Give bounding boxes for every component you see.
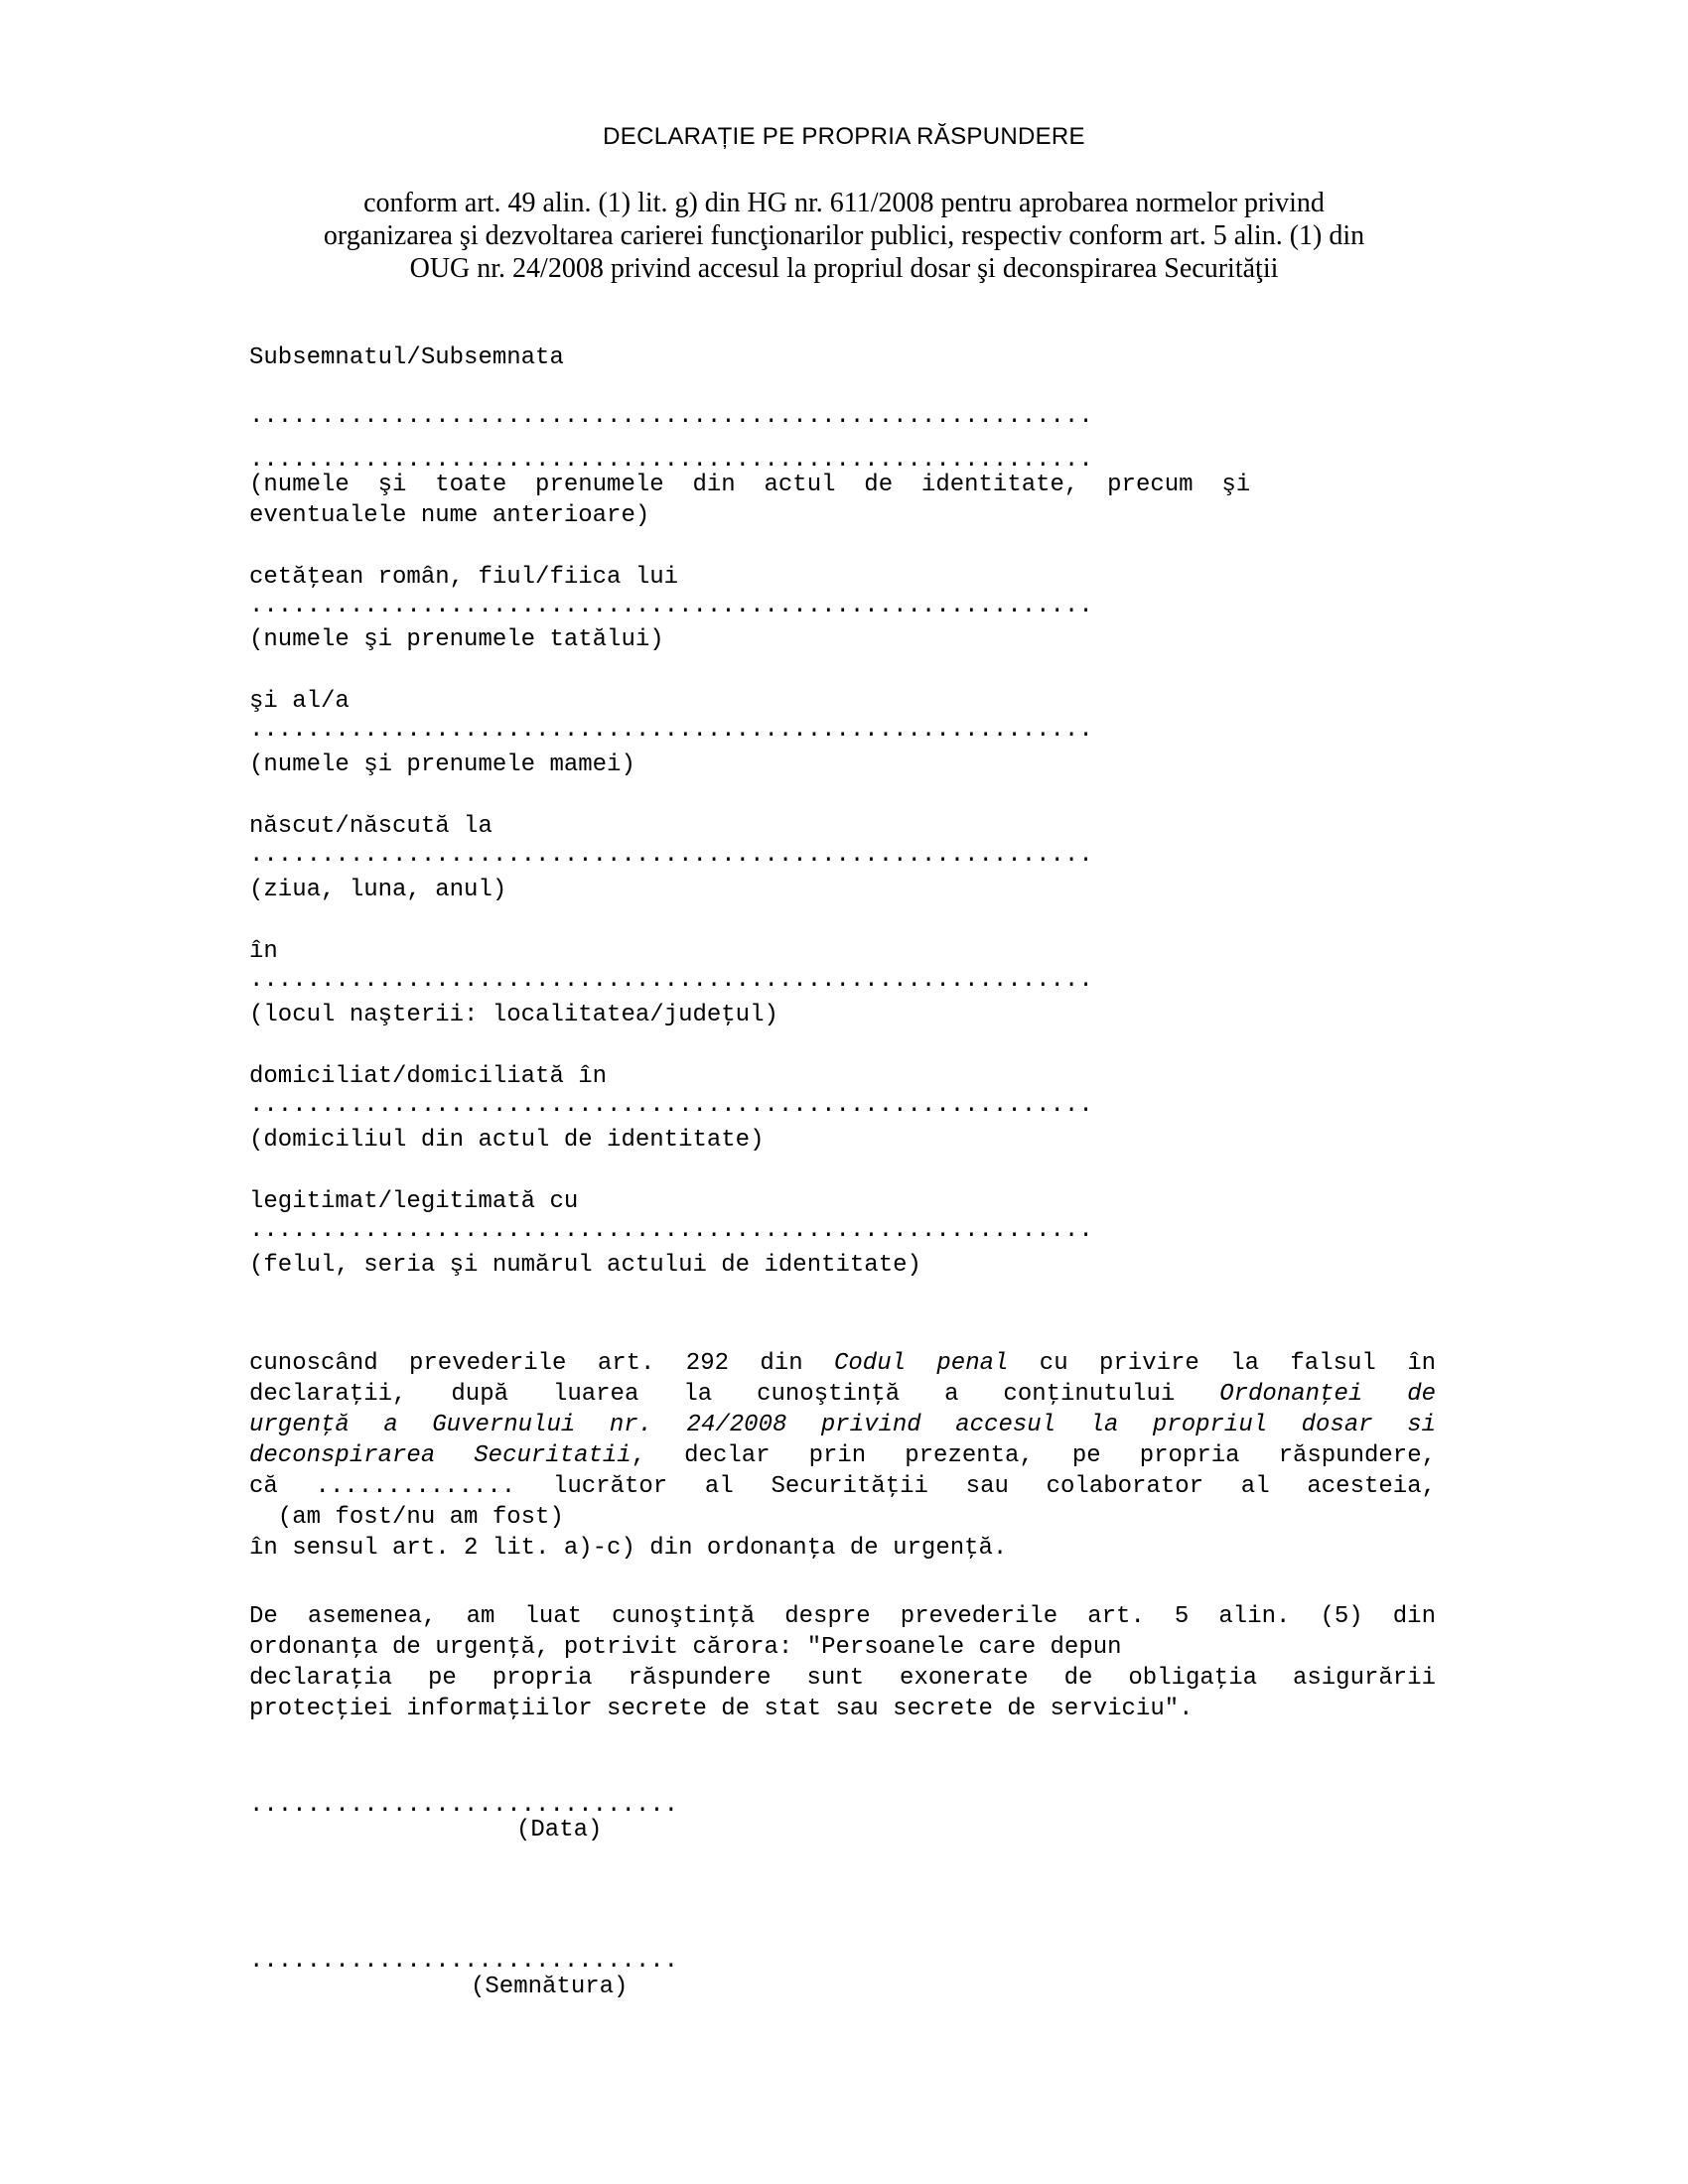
signature-label: (Semnătura): [471, 1974, 629, 2000]
id-doc-hint: (felul, seria şi numărul actului de identitate): [249, 1252, 921, 1279]
birth-place-label: în: [249, 938, 278, 965]
mother-label: şi al/a: [249, 688, 350, 715]
birth-date-hint: (ziua, luna, anul): [249, 877, 507, 903]
name-hint-line-2: eventualele nume anterioare): [249, 502, 650, 529]
birth-date-dots-line[interactable]: ...........................................................: [249, 842, 1093, 869]
id-doc-dots-line[interactable]: ...........................................................: [249, 1217, 1093, 1244]
birth-date-label: născut/născută la: [249, 813, 492, 840]
mother-hint: (numele şi prenumele mamei): [249, 751, 635, 778]
document-title: DECLARAȚIE PE PROPRIA RĂSPUNDERE: [603, 123, 1085, 150]
declaration-status-hint: (am fost/nu am fost): [249, 1504, 564, 1531]
father-hint: (numele şi prenumele tatălui): [249, 626, 664, 653]
declaration-line: urgenţă a Guvernului nr. 24/2008 privind accesul la propriul dosar si: [249, 1412, 1436, 1438]
exoneration-line: protecţiei informaţiilor secrete de stat sau secrete de serviciu".: [249, 1696, 1194, 1722]
exoneration-line: De asemenea, am luat cunoştinţă despre prevederile art. 5 alin. (5) din: [249, 1603, 1436, 1630]
name-label: Subsemnatul/Subsemnata: [249, 344, 564, 371]
domicile-label: domiciliat/domiciliată în: [249, 1063, 608, 1090]
subtitle-line: OUG nr. 24/2008 privind accesul la propriul dosar şi deconspirarea Securităţii: [409, 253, 1279, 284]
declaration-status-line: că .............. lucrător al Securităţii sau colaborator al acesteia,: [249, 1473, 1436, 1500]
exoneration-line: declaraţia pe propria răspundere sunt exonerate de obligaţia asigurării: [249, 1665, 1436, 1692]
father-dots-line[interactable]: ...........................................................: [249, 593, 1093, 619]
subtitle-line: organizarea şi dezvoltarea carierei funcţionarilor publici, respectiv conform art. 5 alin. (1) din: [323, 220, 1365, 251]
date-label: (Data): [516, 1817, 603, 1843]
declaration-line: cunoscând prevederile art. 292 din Codul penal cu privire la falsul în: [249, 1350, 1436, 1377]
father-label: cetăţean român, fiul/fiica lui: [249, 564, 679, 591]
name-dots-line-2[interactable]: ...........................................................: [249, 447, 1093, 474]
birth-place-dots-line[interactable]: ...........................................................: [249, 967, 1093, 994]
domicile-dots-line[interactable]: ...........................................................: [249, 1092, 1093, 1119]
birth-place-hint: (locul naşterii: localitatea/judeţul): [249, 1002, 778, 1028]
declaration-line: deconspirarea Securitatii, declar prin prezenta, pe propria răspundere,: [249, 1442, 1437, 1469]
mother-dots-line[interactable]: ...........................................................: [249, 717, 1093, 744]
document-subtitle: [238, 187, 1450, 285]
signature-dots-line[interactable]: ..............................: [249, 1948, 679, 1975]
id-doc-label: legitimat/legitimată cu: [249, 1188, 579, 1215]
domicile-hint: (domiciliul din actul de identitate): [249, 1127, 765, 1154]
name-hint-line-1: (numele şi toate prenumele din actul de identitate, precum şi: [249, 472, 1251, 498]
date-dots-line[interactable]: ..............................: [249, 1792, 679, 1819]
declaration-line: declaraţii, după luarea la cunoştinţă a conţinutului Ordonanţei de: [249, 1381, 1437, 1408]
declaration-line: în sensul art. 2 lit. a)-c) din ordonanţa de urgenţă.: [249, 1535, 1008, 1562]
name-dots-line-1[interactable]: ...........................................................: [249, 403, 1093, 430]
subtitle-line: conform art. 49 alin. (1) lit. g) din HG nr. 611/2008 pentru aprobarea normelor privind: [363, 188, 1325, 218]
exoneration-line: ordonanţa de urgenţă, potrivit cărora: "Persoanele care depun: [249, 1634, 1122, 1661]
